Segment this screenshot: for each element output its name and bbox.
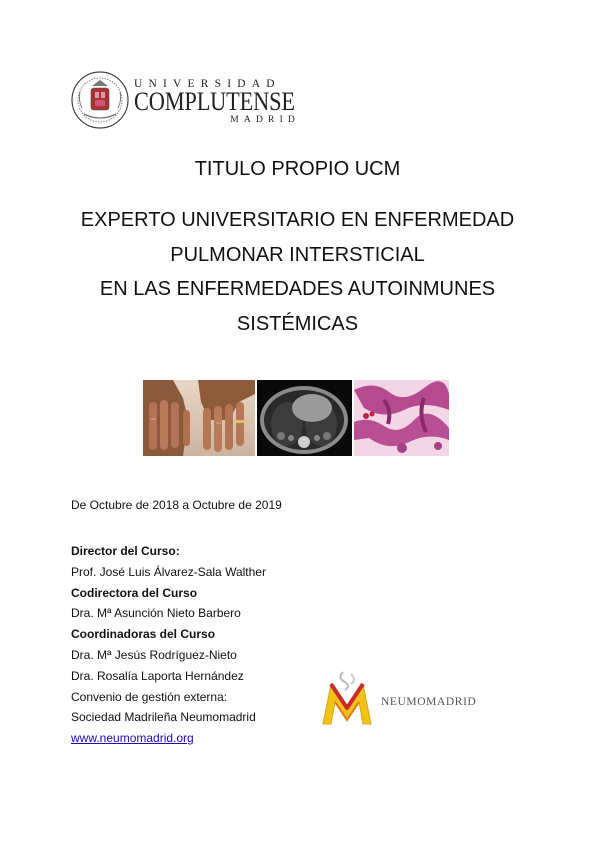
course-dates: De Octubre de 2018 a Octubre de 2019 bbox=[71, 498, 282, 512]
program-title: TITULO PROPIO UCM bbox=[194, 158, 401, 180]
hands-photo bbox=[143, 380, 255, 456]
director-label: Director del Curso: bbox=[71, 544, 180, 558]
coordinator-name: Dra. Mª Jesús Rodríguez-Nieto bbox=[71, 647, 237, 662]
clinical-images bbox=[143, 380, 449, 456]
director-name: Prof. José Luis Álvarez-Sala Walther bbox=[71, 564, 266, 579]
course-title-line: SISTÉMICAS bbox=[236, 312, 359, 335]
course-title-line: EXPERTO UNIVERSITARIO EN ENFERMEDAD bbox=[80, 209, 515, 231]
course-title-line: PULMONAR INTERSTICIAL bbox=[170, 243, 425, 266]
codirector-label: Codirectora del Curso bbox=[71, 585, 198, 600]
course-title bbox=[0, 203, 595, 341]
neumomadrid-logo-text: NEUMOMADRID bbox=[381, 696, 477, 708]
university-name: COMPLUTENSE bbox=[134, 87, 295, 116]
neumomadrid-logo bbox=[317, 668, 517, 728]
coordinators-label: Coordinadoras del Curso bbox=[71, 627, 216, 642]
neumomadrid-emblem-icon bbox=[317, 668, 377, 728]
codirector-name: Dra. Mª Asunción Nieto Barbero bbox=[71, 606, 241, 621]
website-link[interactable]: www.neumomadrid.org bbox=[71, 731, 194, 746]
university-city: MADRID bbox=[230, 115, 300, 125]
histology-image bbox=[354, 380, 449, 456]
ucm-seal-icon bbox=[70, 70, 130, 130]
coordinator-name: Dra. Rosalía Laporta Hernández bbox=[71, 668, 244, 683]
university-top-text: UNIVERSIDAD bbox=[134, 78, 281, 90]
ct-scan-image bbox=[257, 380, 352, 456]
agreement-label: Convenio de gestión externa: bbox=[71, 689, 228, 704]
agreement-organization: Sociedad Madrileña Neumomadrid bbox=[71, 710, 256, 725]
course-title-line: EN LAS ENFERMEDADES AUTOINMUNES bbox=[99, 278, 496, 300]
ucm-logo bbox=[70, 70, 310, 132]
course-staff bbox=[71, 541, 266, 749]
